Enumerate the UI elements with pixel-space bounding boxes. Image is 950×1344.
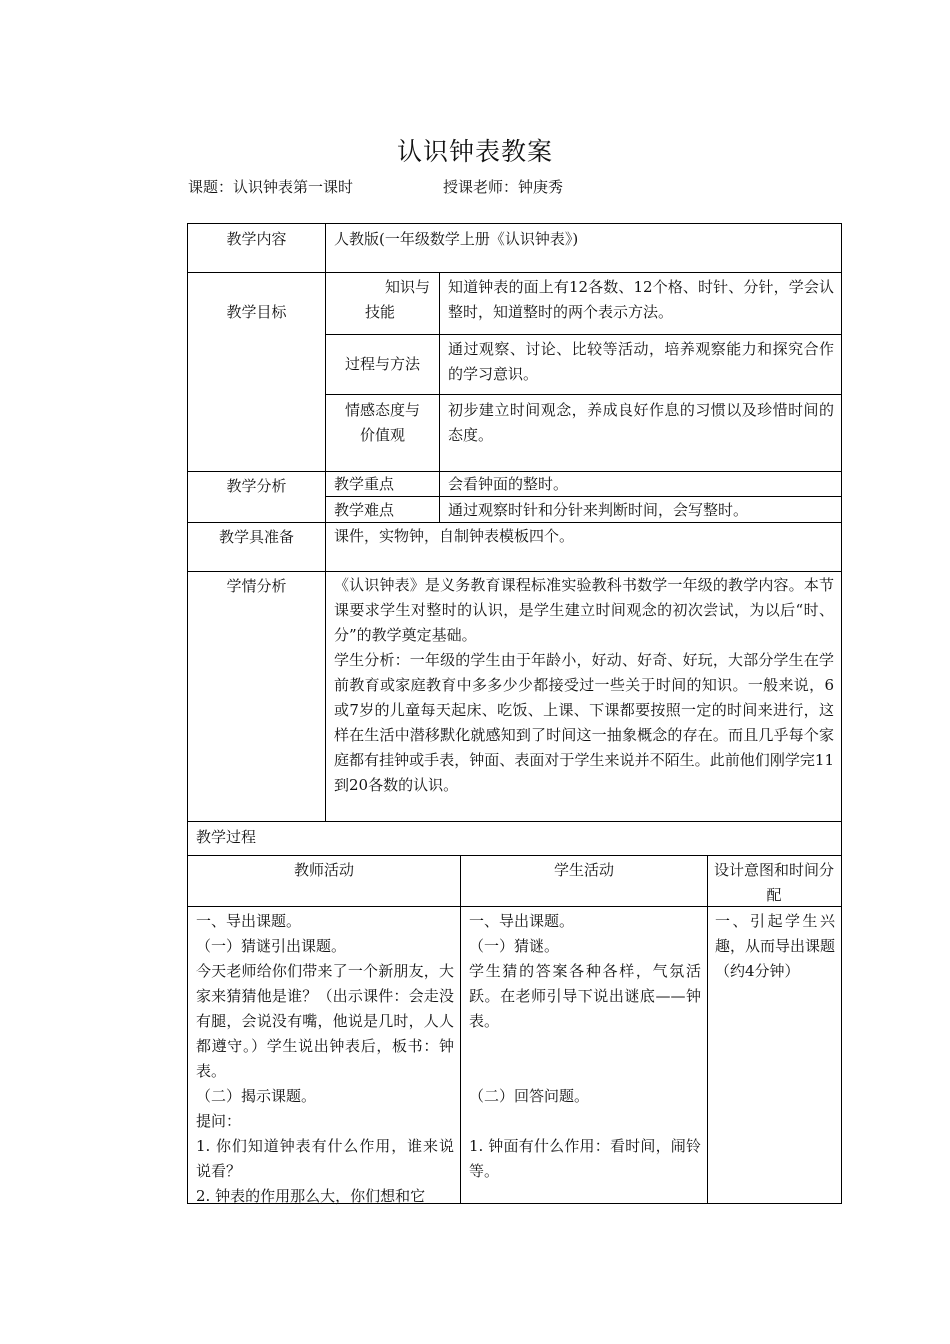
learner-analysis <box>334 573 834 798</box>
teacher-line: 今天老师给你们带来了一个新朋友，大家来猜猜他是谁？（出示课件：会走没有腿，会说没有嘴，他说是几时，人人都遵守。）学生说出钟表后，板书：钟表。 <box>196 962 454 1080</box>
student-line: （一）猜谜。 <box>469 937 560 955</box>
analysis-key-label: 教学重点 <box>334 475 395 493</box>
student-spacer <box>469 1034 701 1084</box>
design-intent: 一、引起学生兴趣，从而导出课题（约4分钟） <box>715 912 836 980</box>
goal-sub-label-process: 过程与方法 <box>344 355 420 373</box>
goal-sub-label-knowledge-line2: 技能 <box>364 303 395 321</box>
student-spacer <box>469 1109 701 1134</box>
col-student-header: 学生活动 <box>553 861 614 879</box>
student-line: （二）回答问题。 <box>469 1087 590 1105</box>
teacher-line: 一、导出课题。 <box>196 912 302 930</box>
col-design-header: 设计意图和时间分配 <box>713 861 834 904</box>
learner-label: 学情分析 <box>226 577 287 595</box>
document-title: 认识钟表教案 <box>396 137 553 166</box>
goal-sub-label-attitude-line1: 情感态度与 <box>344 401 420 419</box>
goal-knowledge-text: 知道钟表的面上有12各数、12个格、时针、分针，学会认整时，知道整时的两个表示方法。 <box>448 278 834 321</box>
learner-paragraph-2: 学生分析：一年级的学生由于年龄小，好动、好奇、好玩，大部分学生在学前教育或家庭教育中多多少少都接受过一些关于时间的知识。一般来说，6或7岁的儿童每天起床、吃饭、上课、下课都要按照一定的时间来进行，这样在生活中潜移默化就感知到了时间这一抽象概念的存在。而且几乎每个家庭都有挂钟或手表，钟面、表面对于学生来说并不陌生。此前他们刚学完11到20各数的认识。 <box>334 651 834 794</box>
lesson-teacher: 授课老师：钟庚秀 <box>443 178 564 196</box>
learner-paragraph-1: 《认识钟表》是义务教育课程标准实验教科书数学一年级的教学内容。本节课要求学生对整时的认识，是学生建立时间观念的初次尝试，为以后“时、分”的教学奠定基础。 <box>334 576 834 644</box>
prep-label: 教学具准备 <box>218 528 294 546</box>
analysis-label: 教学分析 <box>226 477 287 495</box>
prep-value: 课件，实物钟，自制钟表模板四个。 <box>334 527 575 545</box>
goal-label: 教学目标 <box>226 303 287 321</box>
student-activity <box>469 909 701 1184</box>
teacher-line: （二）揭示课题。 <box>196 1087 317 1105</box>
col-teacher-header: 教师活动 <box>293 861 354 879</box>
student-line: 学生猜的答案各种各样，气氛活跃。在老师引导下说出谜底——钟表。 <box>469 962 701 1030</box>
teacher-line: 1. 你们知道钟表有什么作用，谁来说说看？ <box>196 1137 454 1180</box>
teacher-line: （一）猜谜引出课题。 <box>196 937 347 955</box>
goal-sub-label-attitude-line2: 价值观 <box>359 426 405 444</box>
teacher-line: 提问： <box>196 1112 242 1130</box>
process-label: 教学过程 <box>196 828 257 846</box>
goal-sub-label-knowledge <box>330 275 430 325</box>
content-label: 教学内容 <box>226 230 287 248</box>
teacher-line: 2. 钟表的作用那么大，你们想和它 <box>196 1187 426 1205</box>
goal-attitude-text: 初步建立时间观念，养成良好作息的习惯以及珍惜时间的态度。 <box>448 401 834 444</box>
student-line: 一、导出课题。 <box>469 912 575 930</box>
student-line: 1. 钟面有什么作用：看时间，闹铃等。 <box>469 1137 701 1180</box>
goal-sub-label-attitude <box>326 398 439 448</box>
content-value: 人教版(一年级数学上册《认识钟表》) <box>334 230 579 248</box>
analysis-key-text: 会看钟面的整时。 <box>448 475 569 493</box>
goal-process-text: 通过观察、讨论、比较等活动，培养观察能力和探究合作的学习意识。 <box>448 340 834 383</box>
goal-sub-label-knowledge-line1: 知识与 <box>384 278 430 296</box>
lesson-topic: 课题：认识钟表第一课时 <box>188 178 354 196</box>
analysis-difficulty-label: 教学难点 <box>334 501 395 519</box>
analysis-difficulty-text: 通过观察时针和分针来判断时间，会写整时。 <box>448 501 749 519</box>
teacher-activity <box>196 909 454 1209</box>
